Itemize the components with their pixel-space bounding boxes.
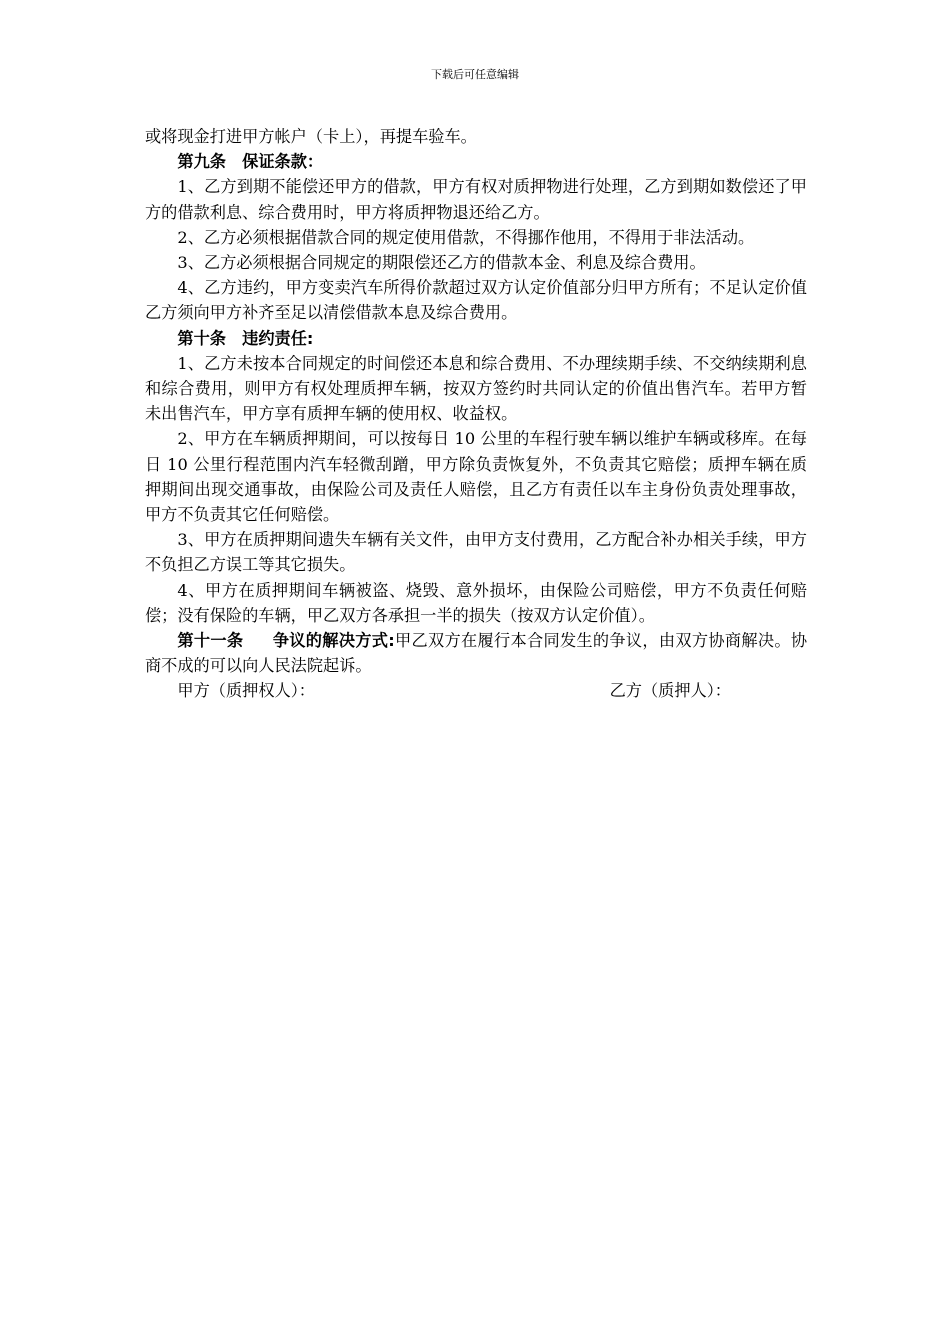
- article-10-item-3: 3、甲方在质押期间遗失车辆有关文件，由甲方支付费用，乙方配合补办相关手续，甲方不负担乙方误工等其它损失。: [145, 530, 807, 575]
- article-9-item-1: 1、乙方到期不能偿还甲方的借款，甲方有权对质押物进行处理，乙方到期如数偿还了甲方的借款利息、综合费用时，甲方将质押物退还给乙方。: [145, 177, 807, 222]
- page-header: 下载后可任意编辑: [431, 68, 519, 81]
- article-10-title: 违约责任:: [242, 328, 314, 348]
- document-body: [145, 124, 807, 704]
- intro-line: 或将现金打进甲方帐户（卡上），再提车验车。: [145, 127, 477, 146]
- article-10-number: 第十条: [177, 328, 226, 348]
- signature-row: [145, 678, 807, 703]
- article-9-number: 第九条: [177, 152, 226, 172]
- article-11: [145, 628, 807, 678]
- article-10-item-2: 2、甲方在车辆质押期间，可以按每日 10 公里的车程行驶车辆以维护车辆或移库。在每日 10 公里行程范围内汽车轻微刮蹭，甲方除负责恢复外，不负责其它赔偿；质押车辆在质押期间出现交通事故，由保险公司及责任人赔偿，且乙方有责任以车主身份负责处理事故，甲方不负责其它任何赔偿。: [145, 429, 807, 525]
- article-11-title: 争议的解决方式:: [272, 631, 395, 651]
- article-9-title: 保证条款：: [242, 152, 324, 172]
- article-9-item-3: 3、乙方必须根据合同规定的期限偿还乙方的借款本金、利息及综合费用。: [177, 253, 706, 273]
- article-9-item-4: 4、乙方违约，甲方变卖汽车所得价款超过双方认定价值部分归甲方所有；不足认定价值乙方须向甲方补齐至足以清偿借款本息及综合费用。: [145, 278, 807, 323]
- article-10-heading: [145, 326, 807, 351]
- article-11-number: 第十一条: [177, 631, 244, 651]
- party-b-signature-label: 乙方（质押人）：: [609, 681, 731, 701]
- article-10-item-1: 1、乙方未按本合同规定的时间偿还本息和综合费用、不办理续期手续、不交纳续期利息和综合费用，则甲方有权处理质押车辆，按双方签约时共同认定的价值出售汽车。若甲方暂未出售汽车，甲方享有质押车辆的使用权、收益权。: [145, 353, 807, 424]
- article-11-body: 甲乙双方在履行本合同发生的争议，由双方协商解决。协商不成的可以向人民法院起诉。: [145, 631, 808, 676]
- article-9-heading: [145, 149, 807, 174]
- article-10-item-4: 4、甲方在质押期间车辆被盗、烧毁、意外损坏，由保险公司赔偿，甲方不负责任何赔偿；没有保险的车辆，甲乙双方各承担一半的损失（按双方认定价值）。: [145, 580, 807, 625]
- party-a-signature-label: 甲方（质押权人）：: [177, 681, 315, 701]
- article-9-item-2: 2、乙方必须根据借款合同的规定使用借款，不得挪作他用，不得用于非法活动。: [177, 227, 755, 247]
